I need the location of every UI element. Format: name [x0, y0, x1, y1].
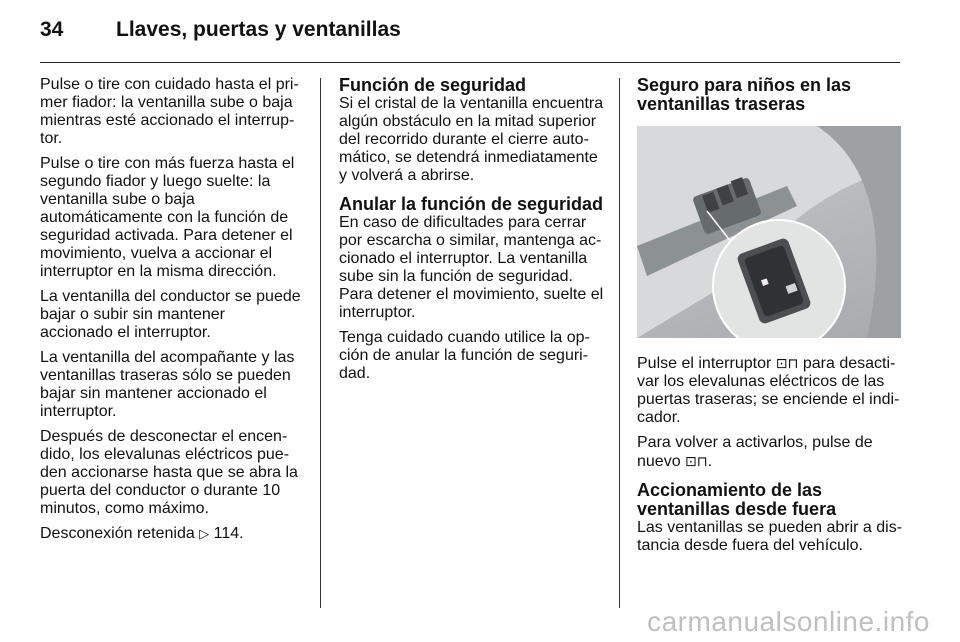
page-number: 34 — [40, 18, 64, 41]
paragraph: Para volver a activarlos, pulse de nuevo ⊡⊓. — [637, 434, 873, 470]
paragraph: Tenga cuidado cuando utilice la opción de anular la función de seguridad. — [339, 329, 590, 382]
section-heading: Accionamiento de las ventanillas desde fuera — [637, 480, 837, 519]
page-header — [40, 18, 401, 48]
paragraph: Después de desconectar el encendido, los elevalunas eléctricos pueden accionarse hasta que se abra la puerta del conductor o durante 10 minutos, como máximo. — [40, 428, 298, 517]
child-lock-icon: ⊡⊓ — [775, 355, 799, 371]
column-3 — [637, 76, 903, 562]
paragraph: La ventanilla del conductor se puede bajar o subir sin mantener accionado el interruptor. — [40, 288, 301, 341]
header-rule — [40, 62, 900, 63]
column-1 — [40, 76, 302, 550]
cross-reference: Desconexión retenida ▷ 114. — [40, 525, 244, 542]
paragraph: Las ventanillas se pueden abrir a distancia desde fuera del vehículo. — [637, 519, 903, 554]
section-heading: Seguro para niños en las ventanillas traseras — [637, 75, 852, 114]
paragraph: Pulse o tire con cuidado hasta el primer fiador: la ventanilla sube o baja mientras esté accionado el interruptor. — [40, 76, 299, 147]
column-divider — [619, 78, 620, 608]
paragraph: Pulse el interruptor ⊡⊓ para desactivar los elevalunas eléctricos de las puertas traseras; se enciende el indicador. — [637, 355, 900, 426]
page-title: Llaves, puertas y ventanillas — [116, 18, 401, 41]
section-heading: Función de seguridad — [339, 75, 527, 95]
door-switch-photo — [637, 126, 901, 338]
door-panel-illustration — [637, 126, 901, 338]
column-2 — [339, 76, 605, 390]
section-heading: Anular la función de seguridad — [339, 194, 604, 214]
child-lock-icon: ⊡⊓ — [685, 453, 708, 469]
paragraph: En caso de dificultades para cerrar por escarcha o similar, mantenga accionado el interruptor. La ventanilla sube sin la función de seguridad. Para detener el movimiento, suelte el interruptor. — [339, 214, 604, 321]
paragraph: La ventanilla del acompañante y las ventanillas traseras sólo se pueden bajar sin mantener accionado el interruptor. — [40, 349, 295, 420]
reference-page: 114. — [213, 525, 244, 542]
paragraph: Si el cristal de la ventanilla encuentra algún obstáculo en la mitad superior del recorrido durante el cierre automático, se detendrá inmediatamente y volverá a abrirse. — [339, 95, 604, 184]
reference-arrow-icon: ▷ — [199, 526, 210, 541]
column-divider — [320, 78, 321, 608]
watermark: carmanualsonline.info — [647, 606, 930, 637]
paragraph: Pulse o tire con más fuerza hasta el segundo fiador y luego suelte: la ventanilla sube o baja automáticamente con la función de seguridad activada. Para detener el movimiento, vuelva a accionar el interruptor en la misma dirección. — [40, 155, 295, 280]
